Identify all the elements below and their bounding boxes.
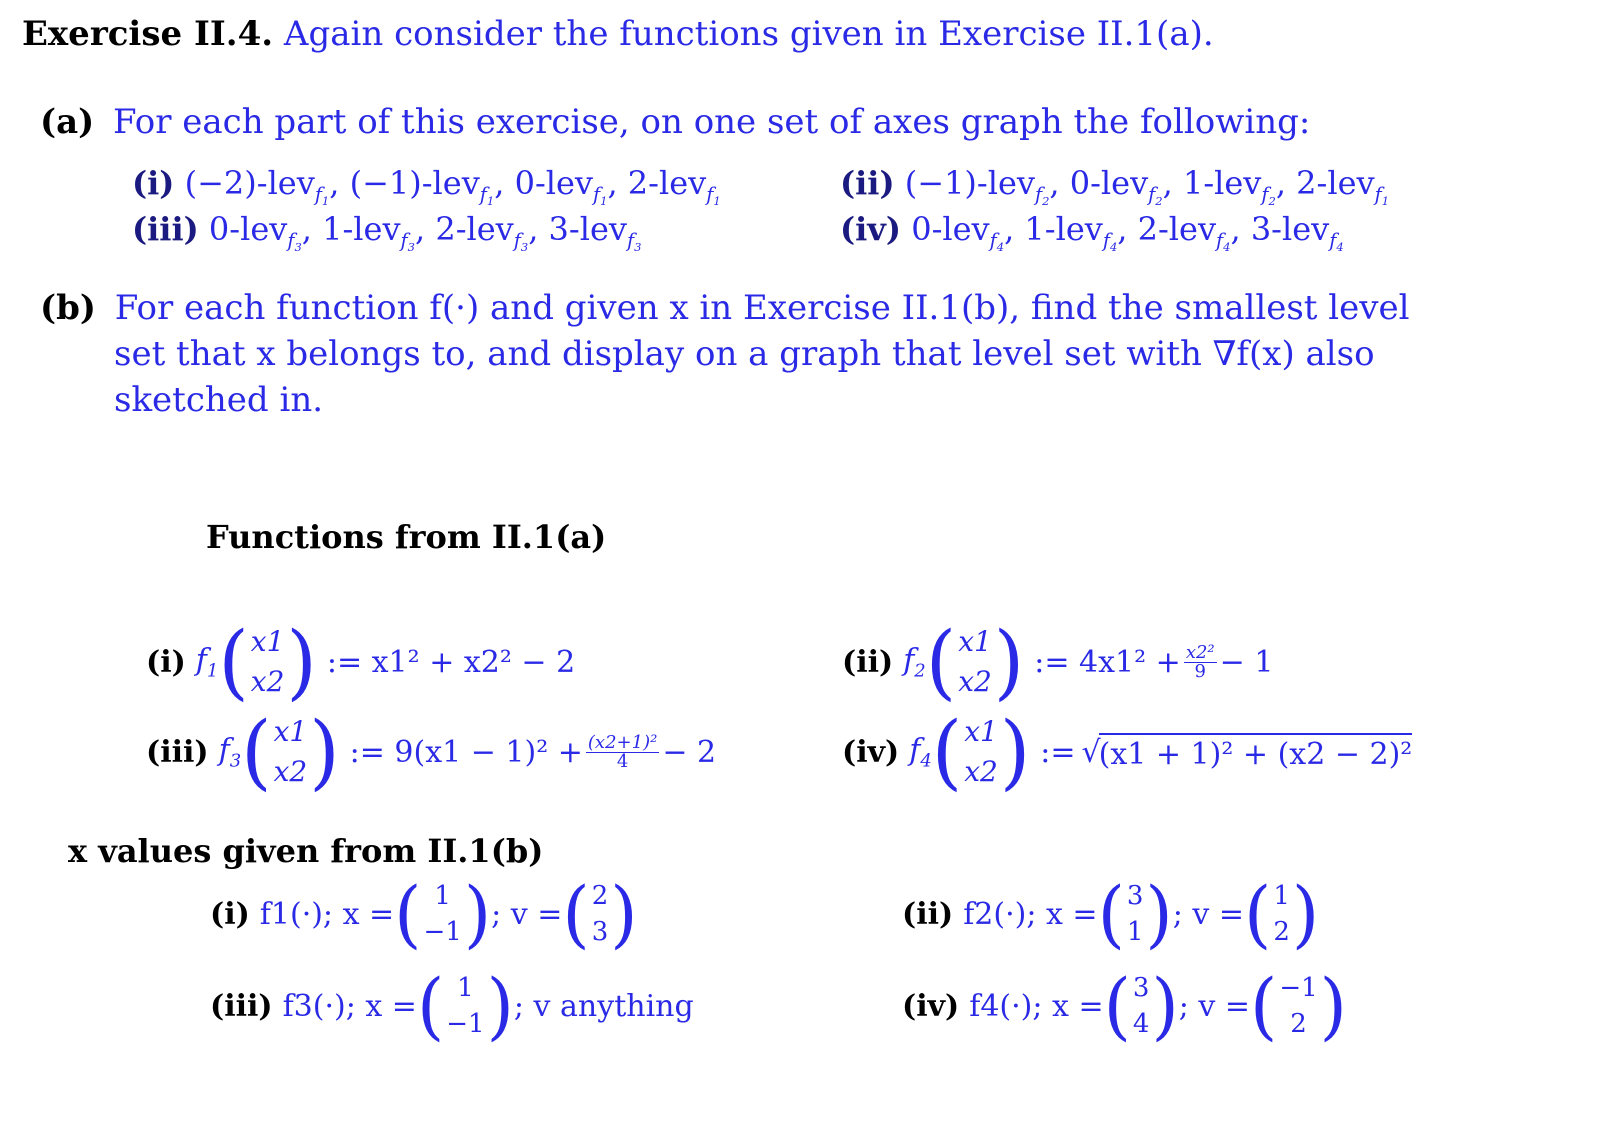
functions-heading: Functions from II.1(a) [206,518,607,556]
v-vector: ( 1 2 ) [1244,870,1320,958]
vec-top: x1 [964,715,998,748]
part-b-label: (b) [40,288,96,328]
x-value-iii [210,962,694,1050]
fraction [586,731,659,772]
item-label: (iii) [132,210,199,248]
function-label: (iii) [146,734,209,770]
x-vector: ( 3 4 ) [1103,962,1179,1050]
x-value-i [210,870,638,958]
input-vector: ( x1 x2 ) [925,614,1025,710]
vec-bottom: 2 [1273,917,1290,947]
part-b-line1 [40,288,1409,328]
frac-numerator: x2² [1185,641,1215,663]
lev-word: -lev [1316,164,1375,202]
vec-bottom: 4 [1132,1009,1150,1039]
item-label: (i) [132,164,175,202]
vec-top: 1 [434,881,451,911]
part-a-text [40,102,1310,142]
sqrt-body: (x1 + 1)² + (x2 − 2)² [1099,733,1413,772]
lev-word: -lev [1271,210,1330,248]
lev-word: -lev [1203,164,1262,202]
x-label: (iii) [210,988,273,1024]
lev-word: -lev [976,164,1035,202]
part-a-item-iii [132,210,641,254]
function-label: (i) [146,644,186,680]
vec-bottom: 2 [1290,1009,1307,1039]
function-name: $f_2$ [903,642,926,682]
function-f2 [842,614,1274,710]
x-value-ii [902,870,1320,958]
lev-value: 0 [1069,164,1091,202]
function-rhs: := [1040,734,1076,770]
vec-bottom: x2 [250,665,285,698]
item-label: (ii) [840,164,895,202]
vec-top: x1 [273,715,308,748]
lev-list: 0-lev$_{f_3}$, 1-lev$_{f_3}$, 2-lev$_{f_3}$, 3-lev$_{f_3}$ [208,210,642,254]
vec-bottom: −1 [446,1009,485,1039]
vec-top: 3 [1132,973,1150,1003]
function-rhs: := 4x1² + [1034,644,1181,680]
lev-value: 1 [1182,164,1204,202]
input-vector: ( x1 x2 ) [218,614,317,710]
v-separator: ; v = [1178,988,1251,1024]
fraction [1184,641,1217,682]
exercise-header [22,14,1214,54]
function-rhs: := x1² + x2² − 2 [326,644,576,680]
frac-denominator: 9 [1194,660,1206,682]
vec-top: x1 [958,625,992,658]
lev-value: 2 [435,210,456,248]
vec-top: 1 [457,973,474,1003]
v-separator: ; v = [491,896,563,932]
part-b-text-line1: For each function f(·) and given x in Exercise II.1(b), find the smallest level [114,288,1410,328]
function-f1 [146,614,576,710]
x-label: (iv) [902,988,960,1024]
part-a-item-ii [840,164,1389,208]
x-function: f2(·); x = [963,896,1098,932]
x-vector: ( 1 −1 ) [416,962,514,1050]
function-label: (ii) [842,644,894,680]
function-f3 [146,704,717,800]
vec-bottom: x2 [964,755,998,788]
part-b-text-line3: sketched in. [114,380,324,420]
lev-word: -lev [534,164,593,202]
function-name: $f_4$ [909,732,932,772]
v-vector: ( −1 2 ) [1250,962,1347,1050]
vec-top: 1 [1273,881,1290,911]
vec-bottom: 1 [1126,917,1144,947]
exercise-label: Exercise II.4. [22,14,274,54]
vec-top: −1 [1279,973,1318,1003]
vec-top: x1 [250,625,285,658]
exercise-intro: Again consider the functions given in Exercise II.1(a). [283,14,1214,54]
lev-word: -lev [421,164,480,202]
x-function: f1(·); x = [259,896,395,932]
function-f4 [842,704,1413,800]
lev-value: 3 [1250,210,1272,248]
lev-value: (−1) [349,164,422,202]
lev-value: 2 [627,164,649,202]
lev-value: 1 [322,210,343,248]
vec-bottom: x2 [273,755,308,788]
vec-top: 2 [591,881,609,911]
vec-bottom: −1 [423,917,462,947]
vec-bottom: 3 [591,917,609,947]
part-a-item-i [132,164,721,208]
item-label: (iv) [840,210,902,248]
part-a-item-iv [840,210,1344,254]
part-a-instruction: For each part of this exercise, on one set of axes graph the following: [113,102,1311,142]
function-rhs: := 9(x1 − 1)² + [349,734,583,770]
vec-top: 3 [1126,881,1144,911]
lev-value: 0 [514,164,535,202]
lev-list: 0-lev$_{f_4}$, 1-lev$_{f_4}$, 2-lev$_{f_4}$, 3-lev$_{f_4}$ [911,210,1344,254]
part-b-text-line2: set that x belongs to, and display on a graph that level set with ∇f(x) also [114,334,1375,374]
function-name: $f_3$ [218,732,242,772]
lev-value: 2 [1296,164,1317,202]
v-separator: ; v = [1172,896,1244,932]
v-vector: ( 2 3 ) [562,870,638,958]
lev-value: 2 [1137,210,1158,248]
lev-word: -lev [568,210,627,248]
lev-word: -lev [648,164,707,202]
x-vector: ( 3 1 ) [1097,870,1173,958]
x-value-iv [902,962,1347,1050]
lev-word: -lev [1044,210,1103,248]
x-function: f4(·); x = [969,988,1104,1024]
function-label: (iv) [842,734,900,770]
lev-list: (−2)-lev$_{f_1}$, (−1)-lev$_{f_1}$, 0-lev$_{f_1}$, 2-lev$_{f_1}$ [184,164,721,208]
lev-word: -lev [1157,210,1217,248]
function-rhs-tail: − 1 [1219,644,1274,680]
part-a-label: (a) [40,102,95,142]
function-name: $f_1$ [195,642,219,682]
sqrt-sign: √ [1081,734,1101,770]
function-rhs-tail: − 2 [662,734,717,770]
frac-numerator: (x2+1)² [587,731,658,753]
input-vector: ( x1 x2 ) [241,704,340,800]
frac-denominator: 4 [616,750,629,772]
lev-value: 3 [548,210,569,248]
lev-word: -lev [455,210,514,248]
v-separator: ; v anything [513,988,694,1024]
vec-bottom: x2 [958,665,992,698]
x-label: (ii) [902,896,954,932]
lev-value: (−2) [184,164,257,202]
lev-list: (−1)-lev$_{f_2}$, 0-lev$_{f_2}$, 1-lev$_{f_2}$, 2-lev$_{f_1}$ [904,164,1390,208]
lev-word: -lev [1090,164,1149,202]
lev-value: (−1) [904,164,977,202]
lev-value: 1 [1024,210,1045,248]
x-label: (i) [210,896,250,932]
input-vector: ( x1 x2 ) [931,704,1031,800]
lev-word: -lev [256,164,315,202]
lev-word: -lev [931,210,990,248]
x-values-heading: x values given from II.1(b) [68,832,544,870]
x-vector: ( 1 −1 ) [394,870,492,958]
lev-value: 0 [911,210,932,248]
lev-word: -lev [229,210,288,248]
lev-value: 0 [208,210,230,248]
x-function: f3(·); x = [282,988,417,1024]
lev-word: -lev [342,210,401,248]
